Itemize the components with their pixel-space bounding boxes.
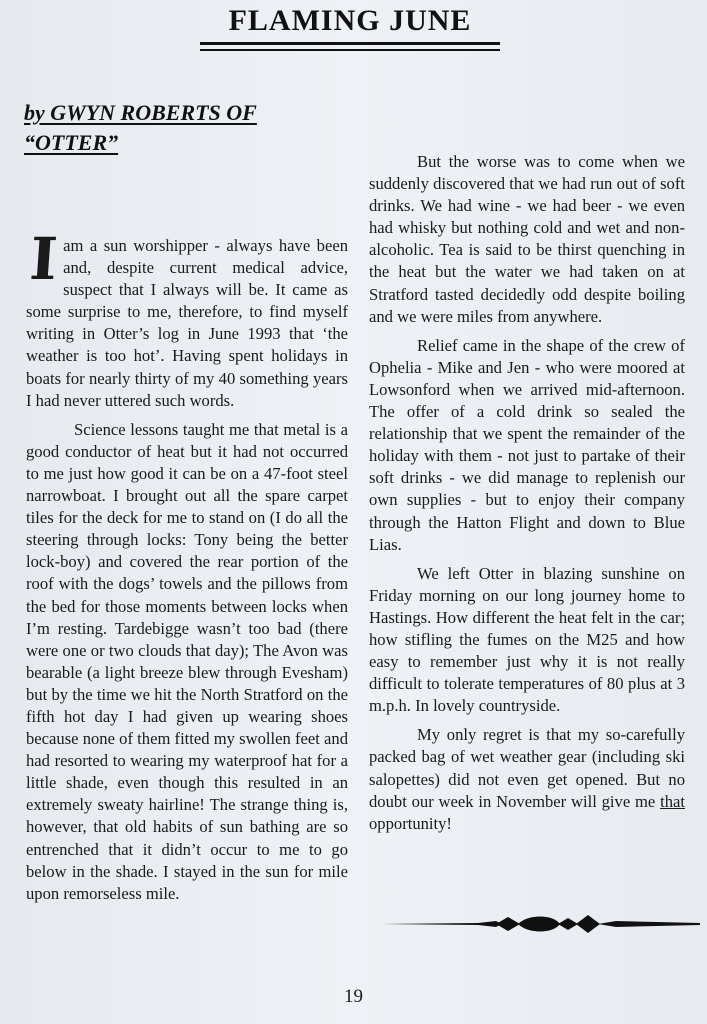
paragraph: Relief came in the shape of the crew of Ophelia - Mike and Jen - who were moored at Lowsonford when we arrived mid-afternoon. The offer of a cold drink so sealed the relationship that we spent the remainder of the holiday with them - not just to partake of their soft drinks - we did manage to replenish our own supplies - but to enjoy their company through the Hatton Flight and down to Blue Lias.: [369, 335, 685, 554]
byline-line-1: by GWYN ROBERTS OF: [24, 100, 257, 125]
paragraph: [369, 724, 685, 834]
byline: [24, 98, 324, 158]
page-title: FLAMING JUNE: [228, 4, 472, 37]
paragraph-text: am a sun worshipper - always have been and, despite current medical advice, suspect that I always will be. It came as some surprise to me, therefore, to find myself writing in Otter’s log in June 1993 that ‘the weather is too hot’. Having spent holidays in boats for nearly thirty of my 40 something years I had never uttered such words.: [26, 236, 348, 410]
paragraph: [26, 225, 348, 412]
right-column: [369, 151, 685, 835]
title-rule-top: [200, 42, 500, 45]
paragraph-text-end: opportunity!: [369, 813, 452, 833]
underlined-word: that: [660, 791, 685, 811]
left-column: [26, 225, 348, 905]
paragraph: Science lessons taught me that metal is a good conductor of heat but it had not occurred to me just how good it can be on a 47-foot steel narrowboat. I brought out all the spare carpet tiles for the deck for me to stand on (I do all the steering through locks: Tony being the better lock-boy) and covered the rear portion of the roof with the dogs’ towels and the pillows from the bed for those moments between locks when I’m resting. Tardebigge wasn’t too bad (there were one or two clouds that day); The Avon was bearable (a light breeze blew through Evesham) but by the time we hit the North Stratford on the fifth hot day I had given up wearing shoes because none of them fitted my swollen feet and had resorted to wearing my waterproof hat for a little shade, even though this resulted in an extremely sweaty hairline! The strange thing is, however, that old habits of sun bathing are so entrenched that it didn’t occur to me to go below in the shade. I stayed in the sun for mile upon remorseless mile.: [26, 419, 348, 903]
byline-line-2: “OTTER”: [24, 130, 119, 155]
paragraph-text: My only regret is that my so-carefully packed bag of wet weather gear (including ski salopettes) did not even get opened. But no doubt our week in November will give me: [369, 725, 685, 811]
title-rule-bottom: [200, 49, 500, 51]
paragraph: But the worse was to come when we suddenly discovered that we had run out of soft drinks. We had wine - we had beer - we even had whisky but nothing cold and wet and non-alcoholic. Tea is said to be thirst quenching in the heat but the water we had taken on at Stratford tasted decidedly odd despite boiling and we were miles from anywhere.: [369, 152, 685, 326]
paragraph: We left Otter in blazing sunshine on Friday morning on our long journey home to Hastings. How different the heat felt in the car; how stifling the fumes on the M25 and how easy to remember just why it is not really difficult to tolerate temperatures of 80 plus at 3 m.p.h. In lovely countryside.: [369, 563, 685, 716]
drop-cap: I: [27, 225, 60, 293]
ornament-divider: [378, 912, 700, 936]
page-number: 19: [344, 986, 363, 1007]
